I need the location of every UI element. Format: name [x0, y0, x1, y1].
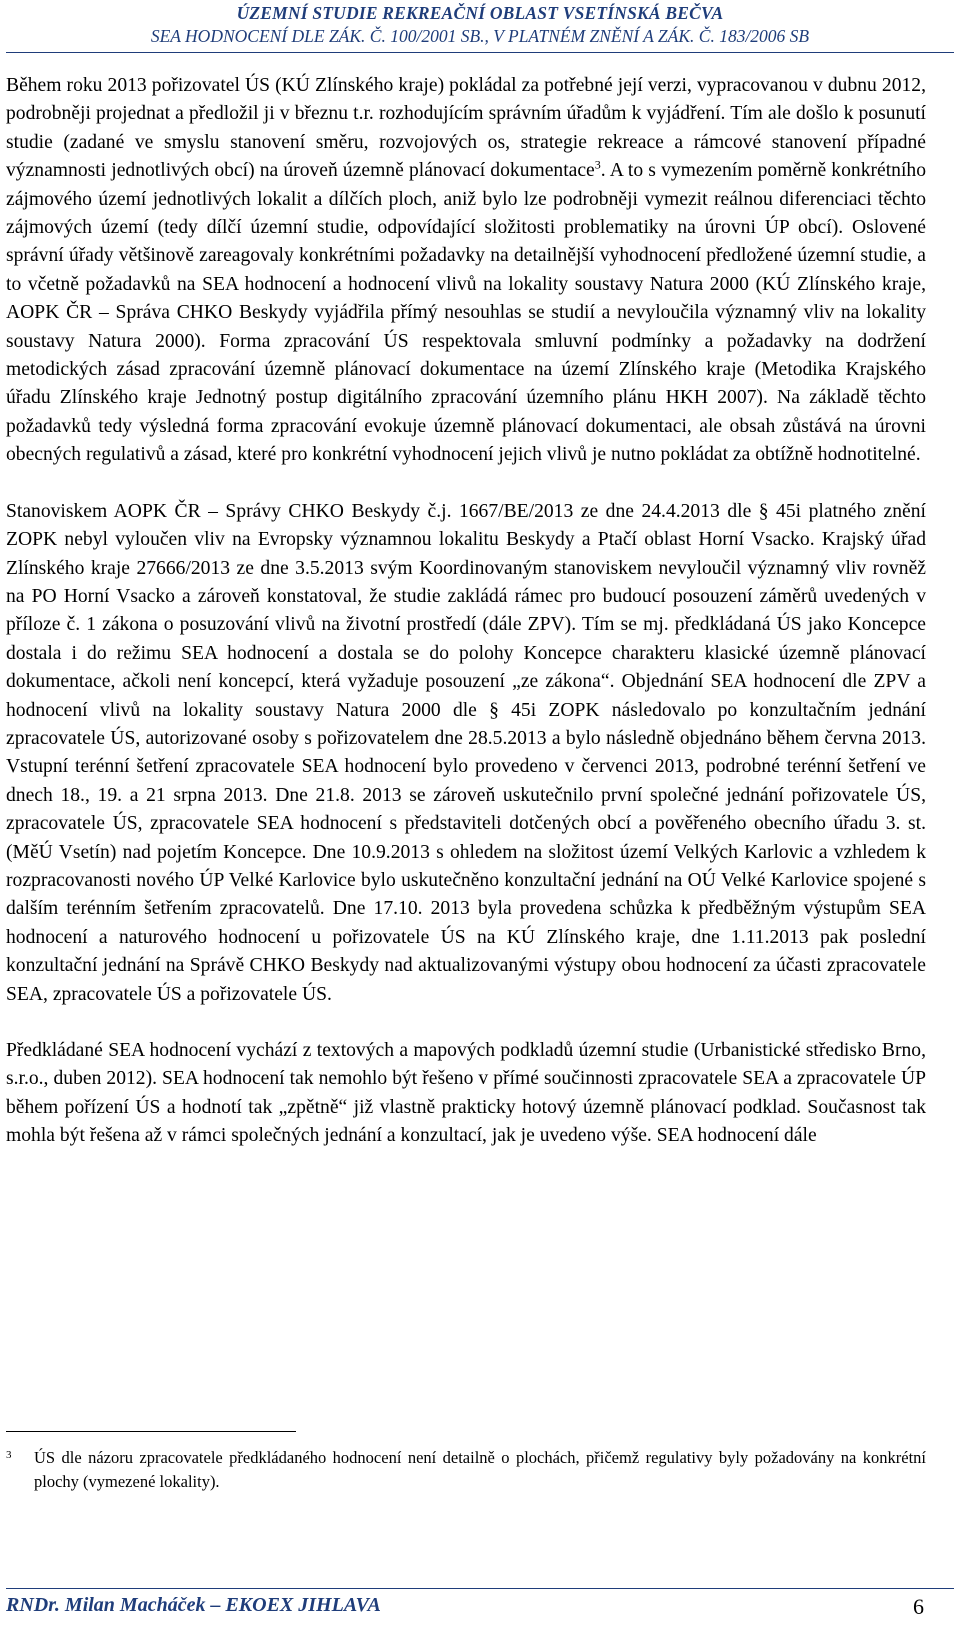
footer-divider — [6, 1588, 954, 1589]
header-divider — [6, 52, 954, 53]
page-number: 6 — [913, 1594, 924, 1619]
header-subtitle: SEA HODNOCENÍ DLE ZÁK. Č. 100/2001 SB., V PLATNÉM ZNĚNÍ A ZÁK. Č. 183/2006 SB — [150, 26, 810, 46]
page-header — [0, 2, 960, 48]
main-text — [6, 72, 926, 1151]
footnote-text: ÚS dle názoru zpracovatele předkládaného hodnocení není detailně o plochách, přičemž regulativy byly požadovány na konkrétní plochy (vymezené lokality). — [34, 1448, 926, 1491]
footnote-divider — [6, 1431, 296, 1432]
paragraph-3: Předkládané SEA hodnocení vychází z textových a mapových podkladů územní studie (Urbanistické středisko Brno, s.r.o., duben 2012). SEA hodnocení tak nemohlo být řešeno v přímé součinnosti zpracovatele SEA a zpracovatele ÚP během pořízení ÚS a hodnotí tak „zpětně“ již vlastně prakticky hotový územně plánovací podklad. Současnost tak mohla být řešena až v rámci společných jednání a konzultací, jak je uvedeno výše. SEA hodnocení dále — [6, 1040, 926, 1147]
footnote-reference[interactable]: 3 — [594, 157, 601, 172]
footnote — [6, 1446, 926, 1494]
paragraph-1 — [6, 72, 926, 470]
footnote-mark: 3 — [6, 1449, 12, 1461]
paragraph-1-part-b: . A to s vymezením poměrně konkrétního zájmového území jednotlivých lokalit a dílčích ploch, aniž bylo lze podrobněji vymezit reálnou diferenciaci těchto zájmových území (tedy dílčí územní studie, odpovídající složitosti problematiky na úrovni ÚP obcí). Oslovené správní úřady většinově zareagovaly konkrétními požadavky na detailnější vyhodnocení předložené územní studie, a to včetně požadavků na SEA hodnocení a hodnocení vlivů na lokality soustavy Natura 2000 (KÚ Zlínského kraje, AOPK ČR – Správa CHKO Beskydy vyjádřila přímý nesouhlas se studií a nevyloučila významný vliv na lokality soustavy Natura 2000). Forma zpracování ÚS respektovala smluvní podmínky a požadavky na dodržení metodických zásad zpracování územně plánovací dokumentace na území Zlínského kraje (Metodika Krajského úřadu Zlínského kraje Jednotný postup digitálního zpracování územního plánu HKH 2007). Na základě těchto požadavků tedy výsledná forma zpracování evokuje územně plánovací dokumentaci, ale obsah zůstává na úrovni obecných regulativů a zásad, které pro konkrétní vyhodnocení jejich vlivů je nutno pokládat za obtížně hodnotitelné. — [6, 160, 926, 466]
paragraph-2: Stanoviskem AOPK ČR – Správy CHKO Beskydy č.j. 1667/BE/2013 ze dne 24.4.2013 dle § 45i platného znění ZOPK nebyl vyloučen vliv na Evropsky významnou lokalitu Beskydy a Ptačí oblast Horní Vsacko. Krajský úřad Zlínského kraje 27666/2013 ze dne 3.5.2013 svým Koordinovaným stanoviskem nevyloučil významný vliv rovněž na PO Horní Vsacko a zároveň konstatoval, že studie zakládá rámec pro budoucí posouzení záměrů uvedených v příloze č. 1 zákona o posuzování vlivů na životní prostředí (dále ZPV). Tím se mj. předkládaná ÚS jako Koncepce dostala i do režimu SEA hodnocení a dostala se do polohy Koncepce charakteru klasické územně plánovací dokumentace, ačkoli není koncepcí, která vyžaduje posouzení „ze zákona“. Objednání SEA hodnocení dle ZPV a hodnocení vlivů na lokality soustavy Natura 2000 dle § 45i ZOPK následovalo po konzultačním jednání zpracovatele ÚS, autorizované osoby s pořizovatelem dne 28.5.2013 a bylo následně objednáno během června 2013. Vstupní terénní šetření zpracovatele SEA hodnocení bylo provedeno v červenci 2013, podrobné terénní šetření ve dnech 18., 19. a 21 srpna 2013. Dne 21.8. 2013 se zároveň uskutečnilo první společné jednání pořizovatele ÚS, zpracovatele ÚS, zpracovatele SEA hodnocení s představiteli dotčených obcí a pověřeného obecního úřadu 3. st. (MěÚ Vsetín) nad pojetím Koncepce. Dne 10.9.2013 s ohledem na složitost území Velkých Karlovic a vzhledem k rozpracovanosti nového ÚP Velké Karlovice bylo uskutečněno konzultační jednání na OÚ Velké Karlovice spojené s dalším terénním šetřením zpracovatelů. Dne 17.10. 2013 byla provedena schůzka k předběžným výstupům SEA hodnocení a naturového hodnocení u pořizovatele ÚS na KÚ Zlínského kraje, dne 1.11.2013 pak poslední konzultační jednání na Správě CHKO Beskydy nad aktualizovanými výstupy obou hodnocení za účasti zpracovatele SEA, zpracovatele ÚS a pořizovatele ÚS. — [6, 500, 926, 1005]
paragraph-1-part-a: Během roku 2013 pořizovatel ÚS (KÚ Zlínského kraje) pokládal za potřebné její verzi, vypracovanou v dubnu 2012, podrobněji projednat a předložil ji v březnu t.r. rozhodujícím správním úřadům k vyjádření. Tím ale došlo k posunutí studie (zadané ve smyslu stanovení směru, rozvojových os, strategie rekreace a rámcové stanovení případné významnosti jednotlivých obcí) na úroveň územně plánovací dokumentace — [6, 75, 926, 182]
header-title: ÚZEMNÍ STUDIE REKREAČNÍ OBLAST VSETÍNSKÁ BEČVA — [236, 3, 724, 23]
page-footer — [6, 1594, 954, 1624]
footer-author: RNDr. Milan Macháček – EKOEX JIHLAVA — [6, 1594, 381, 1616]
